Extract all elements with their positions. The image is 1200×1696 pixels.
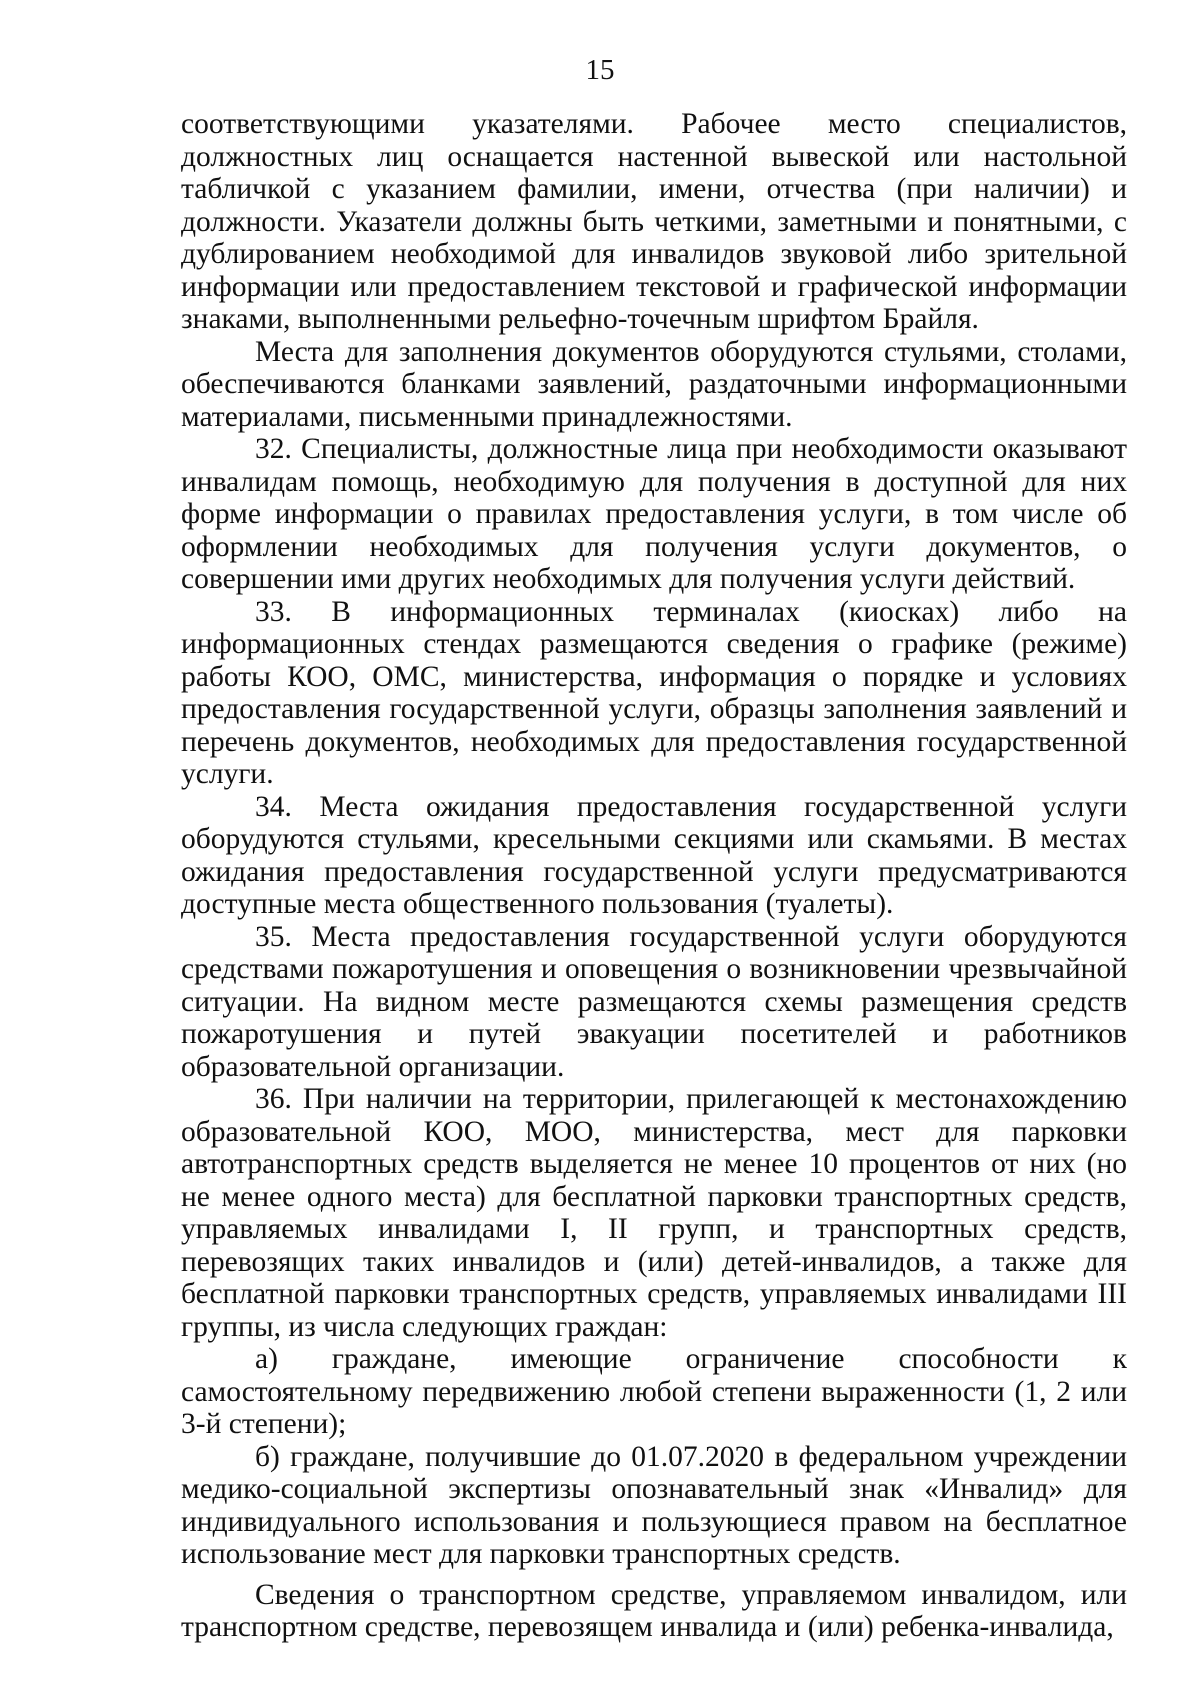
page-number: 15 (585, 54, 615, 86)
paragraph-item-35: 35. Места предоставления государственной услуги оборудуются средствами пожаротушения и оповещения о возникновении чрезвычайной ситуации. На видном месте размещаются схемы размещения средств пожаротушения и путей эвакуации посетителей и работников образовательной организации. (181, 920, 1127, 1083)
paragraph-item-36: 36. При наличии на территории, прилегающей к местонахождению образовательной КОО, МОО, министерства, мест для парковки автотранспортных средств выделяется не менее 10 процентов от них (но не менее одного места) для бесплатной парковки транспортных средств, управляемых инвалидами I, II групп, и транспортных средств, перевозящих таких инвалидов и (или) детей-инвалидов, а также для бесплатной парковки транспортных средств, управляемых инвалидами III группы, из числа следующих граждан: (181, 1083, 1127, 1343)
paragraph-document-filling-places: Места для заполнения документов оборудуются стульями, столами, обеспечиваются бланками заявлений, раздаточными информационными материалами, письменными принадлежностями. (181, 335, 1127, 433)
paragraph-item-33: 33. В информационных терминалах (киосках) либо на информационных стендах размещаются сведения о графике (режиме) работы КОО, ОМС, министерства, информация о порядке и условиях предоставления государственной услуги, образцы заполнения заявлений и перечень документов, необходимых для предоставления государственной услуги. (181, 595, 1127, 790)
paragraph-vehicle-info: Сведения о транспортном средстве, управляемом инвалидом, или транспортном средстве, перевозящем инвалида и (или) ребенка-инвалида, (181, 1578, 1127, 1643)
paragraph-subitem-a: а) граждане, имеющие ограничение способности к самостоятельному передвижению любой степени выраженности (1, 2 или 3-й степени); (181, 1343, 1127, 1440)
paragraph-subitem-b: б) граждане, получившие до 01.07.2020 в федеральном учреждении медико-социальной экспертизы опознавательный знак «Инвалид» для индивидуального использования и пользующиеся правом на бесплатное использование мест для парковки транспортных средств. (181, 1440, 1127, 1570)
paragraph-item-34: 34. Места ожидания предоставления государственной услуги оборудуются стульями, кресельными секциями или скамьями. В местах ожидания предоставления государственной услуги предусматриваются доступные места общественного пользования (туалеты). (181, 790, 1127, 920)
paragraph-item-32: 32. Специалисты, должностные лица при необходимости оказывают инвалидам помощь, необходимую для получения в доступной для них форме информации о правилах предоставления услуги, в том числе об оформлении необходимых для получения услуги документов, о совершении ими других необходимых для получения услуги действий. (181, 433, 1127, 595)
paragraph-signage-continuation: соответствующими указателями. Рабочее место специалистов, должностных лиц оснащается настенной вывеской или настольной табличкой с указанием фамилии, имени, отчества (при наличии) и должности. Указатели должны быть четкими, заметными и понятными, с дублированием необходимой для инвалидов звуковой либо зрительной информации или предоставлением текстовой и графической информации знаками, выполненными рельефно-точечным шрифтом Брайля. (181, 108, 1127, 335)
document-body (181, 108, 1127, 1644)
